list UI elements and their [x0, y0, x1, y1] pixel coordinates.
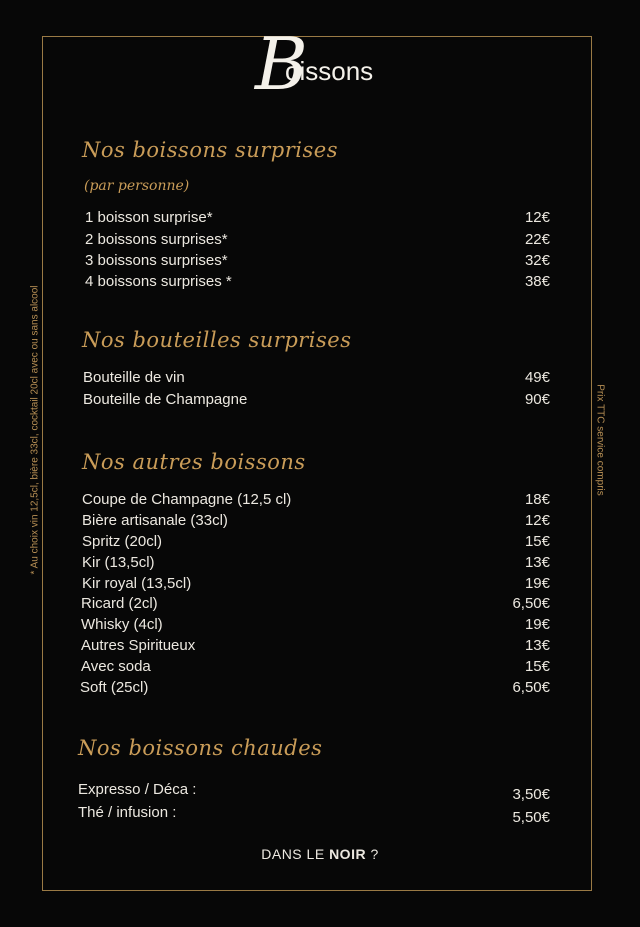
menu-item — [0, 554, 640, 574]
side-note-right: Prix TTC service compris — [594, 384, 606, 496]
item-name: Whisky (4cl) — [81, 616, 163, 633]
item-price: 13€ — [524, 637, 550, 654]
item-name: Avec soda — [81, 658, 151, 675]
item-price: 5,50€ — [512, 809, 550, 826]
item-name: Kir (13,5cl) — [82, 554, 155, 571]
menu-item — [0, 658, 640, 678]
item-name: 1 boisson surprise* — [85, 209, 213, 226]
menu-item — [0, 512, 640, 532]
item-price: 49€ — [524, 369, 550, 386]
menu-item — [0, 491, 640, 511]
menu-item — [0, 533, 640, 553]
section-title-chaudes: Nos boissons chaudes — [78, 736, 323, 760]
menu-item — [0, 391, 640, 411]
footer-brand: NOIR — [329, 846, 367, 862]
menu-item — [0, 595, 640, 615]
menu-item — [0, 369, 640, 389]
item-price: 32€ — [524, 252, 550, 269]
item-price: 13€ — [524, 554, 550, 571]
item-price: 15€ — [524, 533, 550, 550]
item-price: 22€ — [524, 231, 550, 248]
menu-item — [0, 575, 640, 595]
item-price: 12€ — [524, 512, 550, 529]
section-subtitle: (par personne) — [84, 178, 190, 194]
footer-tagline — [0, 846, 640, 862]
item-price: 90€ — [524, 391, 550, 408]
item-price: 3,50€ — [512, 786, 550, 803]
menu-item — [0, 679, 640, 699]
menu-item — [0, 804, 640, 824]
item-price: 12€ — [524, 209, 550, 226]
item-name: Autres Spiritueux — [81, 637, 196, 654]
title-rest: oissons — [285, 56, 374, 86]
menu-item — [0, 781, 640, 801]
item-price: 19€ — [524, 575, 550, 592]
item-name: Kir royal (13,5cl) — [82, 575, 192, 592]
item-price: 18€ — [524, 491, 550, 508]
section-title-bouteilles: Nos bouteilles surprises — [82, 328, 352, 352]
menu-item — [0, 209, 640, 229]
side-note-left: * Au choix vin 12,5cl, bière 33cl, cocktail 20cl avec ou sans alcool — [29, 285, 41, 575]
menu-item — [0, 273, 640, 293]
menu-item — [0, 252, 640, 272]
menu-item — [0, 231, 640, 251]
item-price: 6,50€ — [512, 679, 550, 696]
item-name: 2 boissons surprises* — [85, 231, 228, 248]
item-name: Bière artisanale (33cl) — [82, 512, 228, 529]
item-name: 4 boissons surprises * — [85, 273, 232, 290]
menu-item — [0, 616, 640, 636]
item-name: Soft (25cl) — [80, 679, 149, 696]
item-name: Coupe de Champagne (12,5 cl) — [82, 491, 292, 508]
item-name: Bouteille de Champagne — [83, 391, 248, 408]
footer-prefix: DANS LE — [261, 846, 330, 862]
item-name: 3 boissons surprises* — [85, 252, 228, 269]
footer-suffix: ? — [366, 846, 379, 862]
section-title-surprises: Nos boissons surprises — [82, 138, 338, 162]
item-name: Bouteille de vin — [83, 369, 185, 386]
item-price: 19€ — [524, 616, 550, 633]
item-price: 15€ — [524, 658, 550, 675]
item-name: Thé / infusion : — [78, 804, 177, 821]
item-price: 38€ — [524, 273, 550, 290]
section-title-autres: Nos autres boissons — [82, 450, 306, 474]
item-price: 6,50€ — [512, 595, 550, 612]
item-name: Expresso / Déca : — [78, 781, 197, 798]
title-initial: B — [255, 22, 308, 106]
item-name: Spritz (20cl) — [82, 533, 163, 550]
menu-item — [0, 637, 640, 657]
item-name: Ricard (2cl) — [81, 595, 158, 612]
